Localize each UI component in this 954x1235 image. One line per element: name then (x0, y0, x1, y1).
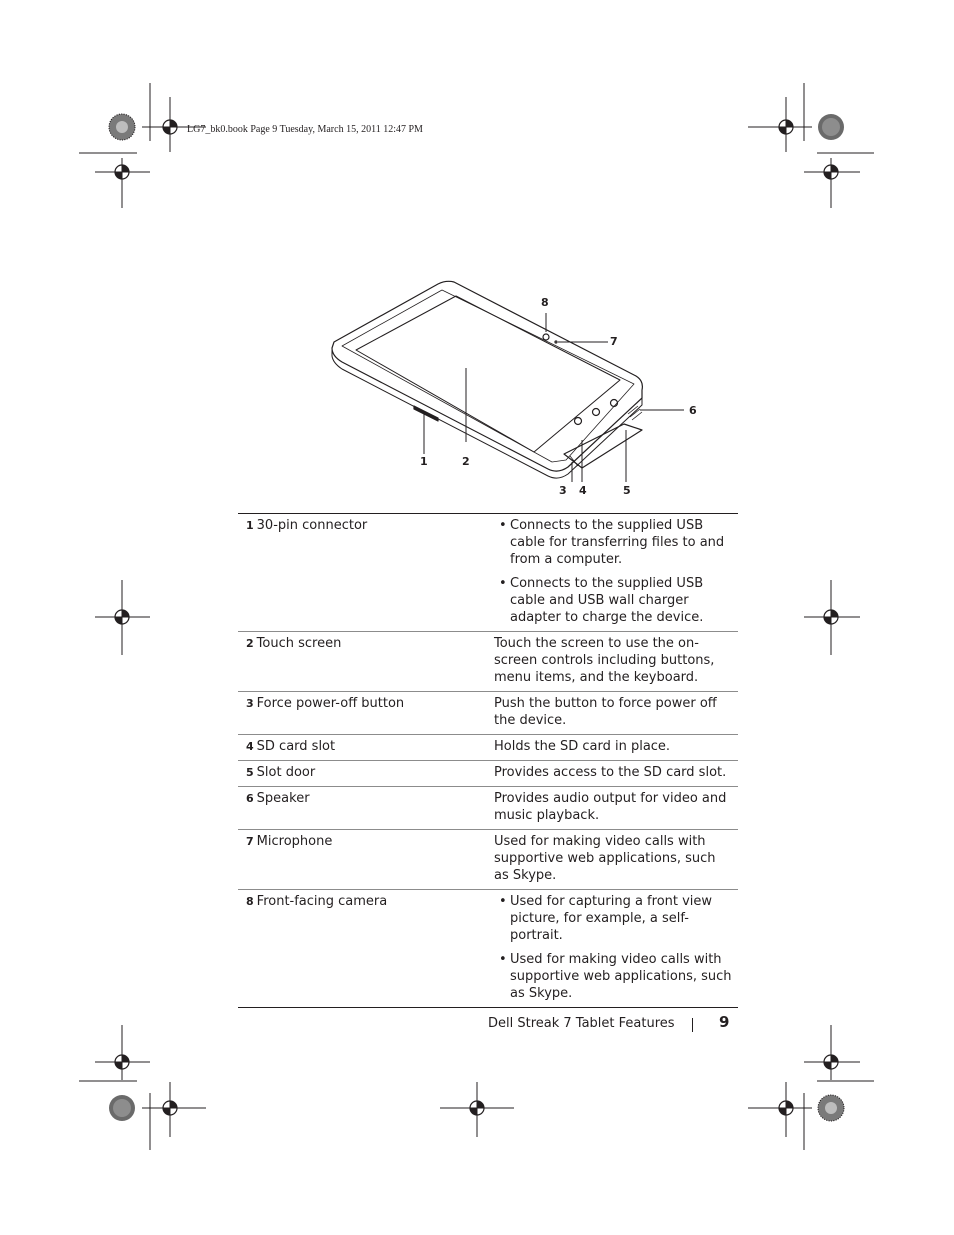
callout-3: 3 (559, 484, 567, 497)
feature-name: Microphone (256, 834, 333, 849)
table-row (238, 830, 738, 890)
footer-section-title: Dell Streak 7 Tablet Features (488, 1016, 675, 1031)
feature-description-cell (486, 514, 738, 632)
feature-name-cell (238, 692, 486, 735)
bullet-item: • Connects to the supplied USB cable and USB wall charger adapter to charge the device. (510, 575, 734, 626)
feature-name: Slot door (256, 765, 316, 780)
features-table (238, 513, 738, 1008)
bullet-item: • Used for making video calls with supportive web applications, such as Skype. (510, 951, 734, 1002)
feature-description: Used for making video calls with supportive web applications, such as Skype. (486, 830, 738, 890)
tablet-drawing (320, 270, 720, 502)
feature-description: Touch the screen to use the on-screen controls including buttons, menu items, and the keyboard. (486, 632, 738, 692)
feature-description-cell (486, 890, 738, 1008)
feature-name-cell (238, 787, 486, 830)
feature-number: 8 (246, 895, 254, 908)
feature-number: 4 (246, 740, 254, 753)
feature-number: 1 (246, 519, 254, 532)
bullet-item: • Connects to the supplied USB cable for transferring files to and from a computer. (510, 517, 734, 568)
page-number: 9 (719, 1013, 730, 1031)
table-row (238, 890, 738, 1008)
feature-number: 2 (246, 637, 254, 650)
feature-name: Front-facing camera (256, 894, 388, 909)
bullet-list (494, 893, 734, 1002)
table-row (238, 692, 738, 735)
feature-name: Speaker (256, 791, 310, 806)
footer-divider (692, 1018, 693, 1032)
print-slug: LG7_bk0.book Page 9 Tuesday, March 15, 2011 12:47 PM (187, 124, 423, 135)
bullet-item: • Used for capturing a front view picture, for example, a self-portrait. (510, 893, 734, 944)
tablet-illustration (320, 270, 720, 502)
table-row (238, 735, 738, 761)
bullet-list (494, 517, 734, 626)
callout-5: 5 (623, 484, 631, 497)
feature-name-cell (238, 632, 486, 692)
feature-name: SD card slot (256, 739, 336, 754)
callout-7: 7 (610, 335, 618, 348)
table-row (238, 787, 738, 830)
table-row (238, 632, 738, 692)
feature-name-cell (238, 830, 486, 890)
feature-description: Provides access to the SD card slot. (486, 761, 738, 787)
feature-name-cell (238, 735, 486, 761)
callout-6: 6 (689, 404, 697, 417)
feature-name-cell (238, 514, 486, 632)
callout-4: 4 (579, 484, 587, 497)
feature-number: 7 (246, 835, 254, 848)
feature-number: 5 (246, 766, 254, 779)
feature-name: Force power-off button (256, 696, 405, 711)
feature-name-cell (238, 761, 486, 787)
feature-name-cell (238, 890, 486, 1008)
table-row (238, 514, 738, 632)
callout-2: 2 (462, 455, 470, 468)
feature-number: 3 (246, 697, 254, 710)
callout-8: 8 (541, 296, 549, 309)
feature-description: Provides audio output for video and music playback. (486, 787, 738, 830)
callout-1: 1 (420, 455, 428, 468)
feature-description: Holds the SD card in place. (486, 735, 738, 761)
feature-description: Push the button to force power off the device. (486, 692, 738, 735)
feature-name: 30-pin connector (256, 518, 368, 533)
table-row (238, 761, 738, 787)
feature-name: Touch screen (256, 636, 342, 651)
feature-number: 6 (246, 792, 254, 805)
